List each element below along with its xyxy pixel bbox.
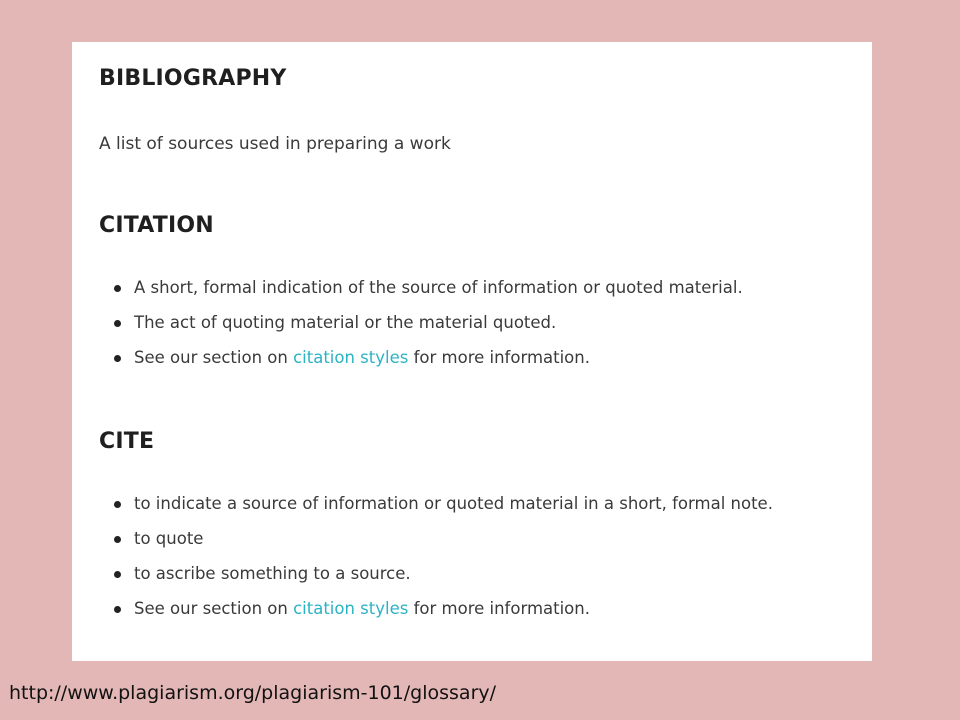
list-item bbox=[134, 599, 773, 634]
list-item-text: The act of quoting material or the material quoted. bbox=[134, 313, 557, 332]
list-item-text: to ascribe something to a source. bbox=[134, 564, 411, 583]
list-item bbox=[134, 494, 773, 529]
bullet-icon bbox=[114, 355, 121, 362]
bullet-icon bbox=[114, 536, 121, 543]
definition-bibliography: A list of sources used in preparing a work bbox=[99, 134, 451, 154]
citation-definition-list bbox=[134, 278, 743, 383]
bullet-icon bbox=[114, 320, 121, 327]
term-cite: CITE bbox=[99, 429, 155, 454]
list-item-text: to indicate a source of information or quoted material in a short, formal note. bbox=[134, 494, 773, 513]
list-item bbox=[134, 529, 773, 564]
term-citation: CITATION bbox=[99, 213, 214, 238]
bullet-icon bbox=[114, 501, 121, 508]
list-item-text: A short, formal indication of the source of information or quoted material. bbox=[134, 278, 743, 297]
cite-definition-list bbox=[134, 494, 773, 634]
list-item-text: to quote bbox=[134, 529, 204, 548]
list-item bbox=[134, 278, 743, 313]
list-item bbox=[134, 348, 743, 383]
list-item-prefix: See our section on bbox=[134, 599, 294, 618]
list-item bbox=[134, 313, 743, 348]
term-bibliography: BIBLIOGRAPHY bbox=[99, 66, 287, 91]
list-item-prefix: See our section on bbox=[134, 348, 294, 367]
citation-styles-link[interactable]: citation styles bbox=[293, 599, 409, 618]
bullet-icon bbox=[114, 606, 121, 613]
source-url[interactable]: http://www.plagiarism.org/plagiarism-101/glossary/ bbox=[9, 682, 497, 704]
bullet-icon bbox=[114, 285, 121, 292]
bullet-icon bbox=[114, 571, 121, 578]
list-item-suffix: for more information. bbox=[408, 599, 590, 618]
list-item-suffix: for more information. bbox=[408, 348, 590, 367]
glossary-screenshot-panel bbox=[72, 42, 872, 661]
citation-styles-link[interactable]: citation styles bbox=[293, 348, 409, 367]
list-item bbox=[134, 564, 773, 599]
